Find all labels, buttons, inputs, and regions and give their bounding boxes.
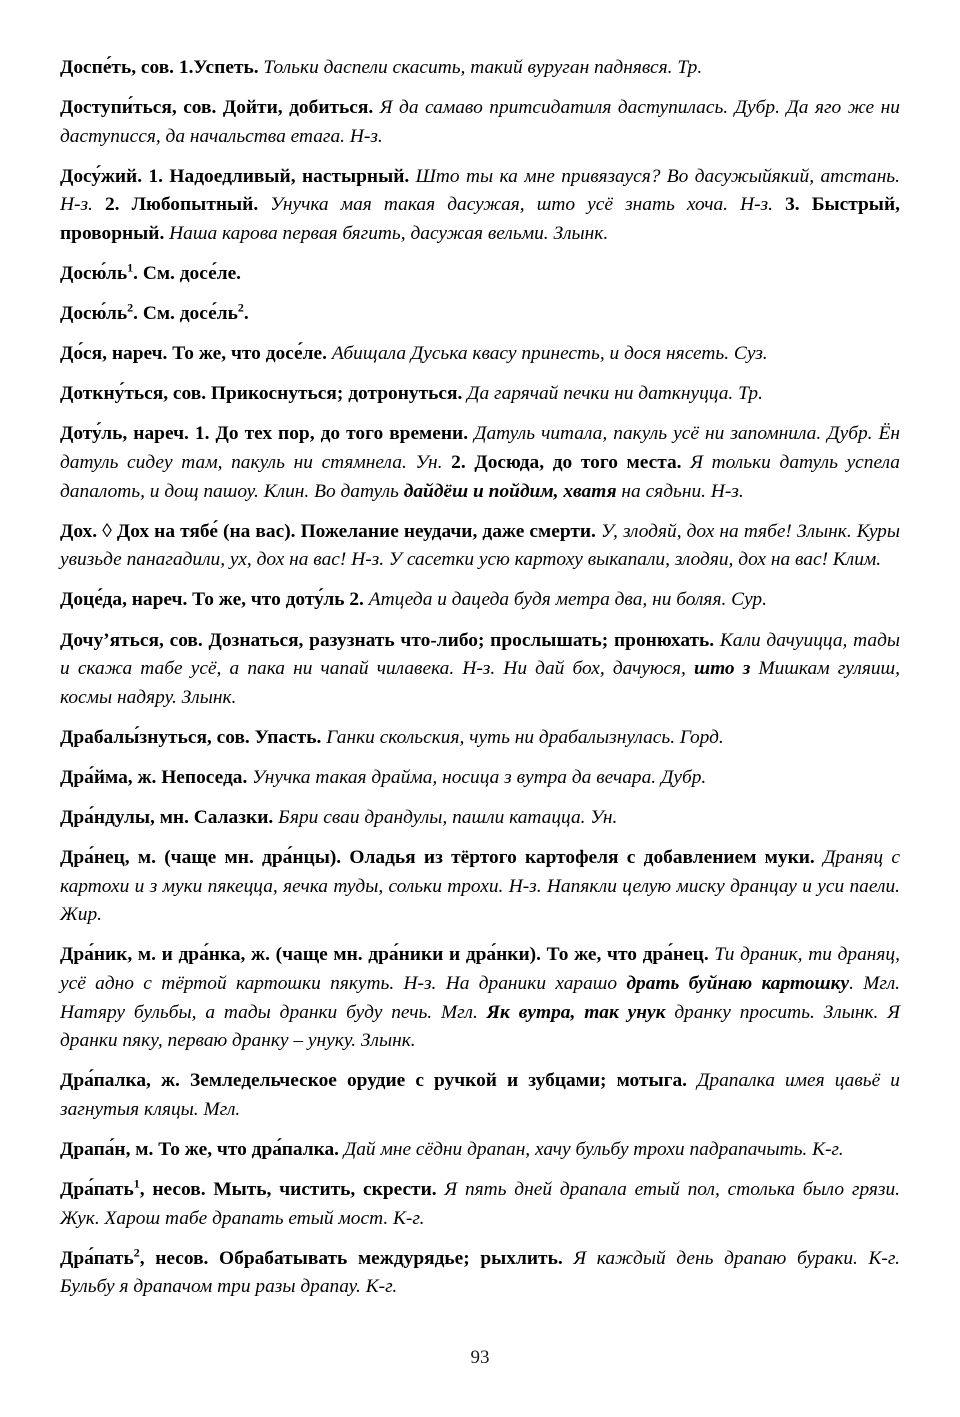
- headword-text: Доце́да, нареч. То же, что доту́ль 2.: [60, 589, 369, 611]
- headword-text: Доткну́ться, сов. Прикоснуться; дотронуться.: [60, 383, 468, 405]
- headword-text: Дох на тябе́ (на вас). Пожелание неудачи, даже смерти.: [111, 520, 601, 542]
- emphasised-example-text: дайдёш и пойдим, хватя: [403, 480, 617, 502]
- example-text: Абищала Дуська квасу принесть, и дося нясеть. Суз.: [331, 343, 768, 365]
- homonym-index: 2: [127, 300, 134, 315]
- dictionary-entry: [60, 1067, 900, 1124]
- dictionary-entry: [60, 340, 900, 369]
- headword-text: Дох.: [60, 520, 103, 542]
- example-text: Кали дачуицца, тады и скажа табе усё, а пака ни чапай чилавека. Н-з. Ни дай бох, дачуюся,: [60, 629, 901, 680]
- headword-text: Дра́пать: [60, 1179, 134, 1200]
- example-text: Унучка мая такая дасужая, што усё знать хоча. Н-з.: [270, 194, 786, 216]
- headword-text: Доспе́ть, сов. 1.Успеть.: [60, 57, 264, 78]
- emphasised-example-text: драть буйнаю картошку: [626, 972, 850, 994]
- headword-text: 2. Любопытный.: [104, 194, 271, 216]
- headword-text: Дра́пать: [60, 1247, 134, 1269]
- homonym-index: 1: [127, 260, 134, 275]
- example-text: Атцеда и дацеда будя метра два, ни боляя. Сур.: [368, 589, 767, 611]
- headword-text: Доту́ль, нареч. 1. До тех пор, до того времени.: [60, 423, 475, 445]
- example-text: Я каждый день драпаю бураки. К-г. Бульбу я драпачом три разы драпау. К-г.: [60, 1247, 901, 1298]
- headword-text: . См. досе́ле.: [133, 263, 242, 285]
- dictionary-entry: [60, 804, 900, 833]
- example-text: Бяри сваи драндулы, пашли катацца. Ун.: [278, 806, 618, 828]
- dictionary-entry: [60, 518, 900, 575]
- example-text: Да гарячай печки ни даткнуцца. Тр.: [467, 383, 763, 405]
- emphasised-example-text: Як вутра, так унук: [486, 1001, 666, 1023]
- headword-text: 2. Досюда, до того места.: [451, 452, 691, 474]
- headword-text: До́ся, нареч. То же, что досе́ле.: [60, 343, 332, 365]
- dictionary-entry: [60, 163, 900, 249]
- dictionary-entry: [60, 586, 900, 615]
- example-text: Драпалка имея цавьё и загнутыя кляцы. Мгл.: [60, 1070, 900, 1120]
- example-text: . Мгл. Натяру бульбы, а тады дранки буду печь. Мгл.: [60, 972, 900, 1023]
- dictionary-entry: [60, 724, 900, 753]
- headword-text: Дра́палка, ж. Земледельческое орудие с ручкой и зубцами; мотыга.: [60, 1070, 698, 1092]
- example-text: У, злодяй, дох на тябе! Злынк. Куры увизьде панагадили, ух, дох на вас! Н-з. У сасетки усю картоху выкапали, злодяи, дох на вас! Клим.: [60, 520, 900, 571]
- example-text: на сядьни. Н-з.: [616, 480, 744, 502]
- headword-text: Дочу’яться, сов. Дознаться, разузнать что-либо; прослышать; пронюхать.: [60, 629, 720, 651]
- example-text: Драняц с картохи и з муки пякецца, яечка туды, сольки трохи. Н-з. Напякли целую миску дранцау и уси паели. Жир.: [60, 847, 900, 926]
- example-text: Я тольки датуль успела дапалоть, и дощ пашоу. Клин. Во датуль: [60, 452, 900, 502]
- headword-text: Досю́ль: [60, 263, 128, 285]
- example-text: Мишкам гуляиш, космы надяру. Злынк.: [60, 658, 901, 708]
- entry-list: [60, 54, 900, 1302]
- headword-text: Дра́йма, ж. Непоседа.: [60, 766, 253, 788]
- homonym-index: 1: [133, 1176, 140, 1191]
- headword-text: , несов. Мыть, чистить, скрести.: [139, 1179, 445, 1200]
- headword-text: Досю́ль: [60, 303, 128, 325]
- example-text: Наша карова первая бягить, дасужая вельми. Злынк.: [169, 222, 609, 244]
- headword-text: , несов. Обрабатывать междурядье; рыхлить.: [139, 1247, 574, 1269]
- dictionary-entry: [60, 380, 900, 409]
- headword-text: Досу́жий. 1. Надоедливый, настырный.: [60, 165, 416, 187]
- dictionary-entry: [60, 1136, 900, 1165]
- dictionary-entry: [60, 1245, 900, 1302]
- phraseme-marker-icon: ◊: [102, 520, 112, 542]
- homonym-index: 2: [133, 1245, 140, 1260]
- example-text: Ганки скольския, чуть ни драбалызнулась. Горд.: [326, 726, 724, 748]
- dictionary-entry: [60, 94, 900, 151]
- dictionary-entry: [60, 941, 900, 1055]
- example-text: Датуль читала, пакуль усё ни запомнила. Дубр. Ён датуль сидеу там, пакуль ни стямнела. Ун.: [60, 423, 900, 474]
- example-text: Дай мне сёдни драпан, хачу бульбу трохи падрапачыть. К-г.: [343, 1138, 844, 1160]
- headword-text: . См. досе́ль: [133, 303, 238, 325]
- example-text: Унучка такая драйма, носица з вутра да вечара. Дубр.: [252, 766, 707, 788]
- page-number: 93: [470, 1347, 490, 1368]
- dictionary-entry: [60, 260, 900, 289]
- example-text: Я да самаво притсидатиля даступилась. Дубр. Да яго же ни даступисся, да начальства етага. Н-з.: [60, 97, 900, 147]
- headword-text: 3. Быстрый, проворный.: [60, 194, 900, 244]
- dictionary-entry: [60, 420, 900, 506]
- example-text: Я пять дней драпала етый пол, столька было грязи. Жук. Харош табе драпать етый мост. К-г.: [60, 1179, 900, 1229]
- dictionary-entry: [60, 627, 900, 713]
- headword-text: Доступи́ться, сов. Дойти, добиться.: [60, 97, 380, 119]
- homonym-index: 2: [237, 300, 244, 315]
- dictionary-entry: [60, 1176, 900, 1233]
- headword-text: Дра́ник, м. и дра́нка, ж. (чаще мн. дра́ники и дра́нки). То же, что дра́нец.: [60, 944, 715, 966]
- dictionary-entry: [60, 54, 900, 83]
- headword-text: Драбалы́знуться, сов. Упасть.: [60, 726, 327, 748]
- example-text: Тольки даспели скасить, такий вуруган паднявся. Тр.: [263, 57, 703, 78]
- emphasised-example-text: што з: [693, 658, 751, 680]
- example-text: Што ты ка мне привязауся? Во дасужыйякий, атстань. Н-з.: [60, 165, 900, 216]
- dictionary-entry: [60, 300, 900, 329]
- headword-text: .: [243, 303, 249, 325]
- dictionary-entry: [60, 844, 900, 930]
- headword-text: Дра́нец, м. (чаще мн. дра́нцы). Оладья из тёртого картофеля с добавлением муки.: [60, 847, 824, 869]
- headword-text: Драпа́н, м. То же, что дра́палка.: [60, 1138, 344, 1160]
- dictionary-entry: [60, 764, 900, 793]
- example-text: Ти драник, ти драняц, усё адно с тёртой картошки пякуть. Н-з. На драники харашо: [60, 944, 900, 994]
- headword-text: Дра́ндулы, мн. Салазки.: [60, 806, 279, 828]
- example-text: дранку просить. Злынк. Я дранки пяку, перваю дранку – унуку. Злынк.: [60, 1001, 901, 1052]
